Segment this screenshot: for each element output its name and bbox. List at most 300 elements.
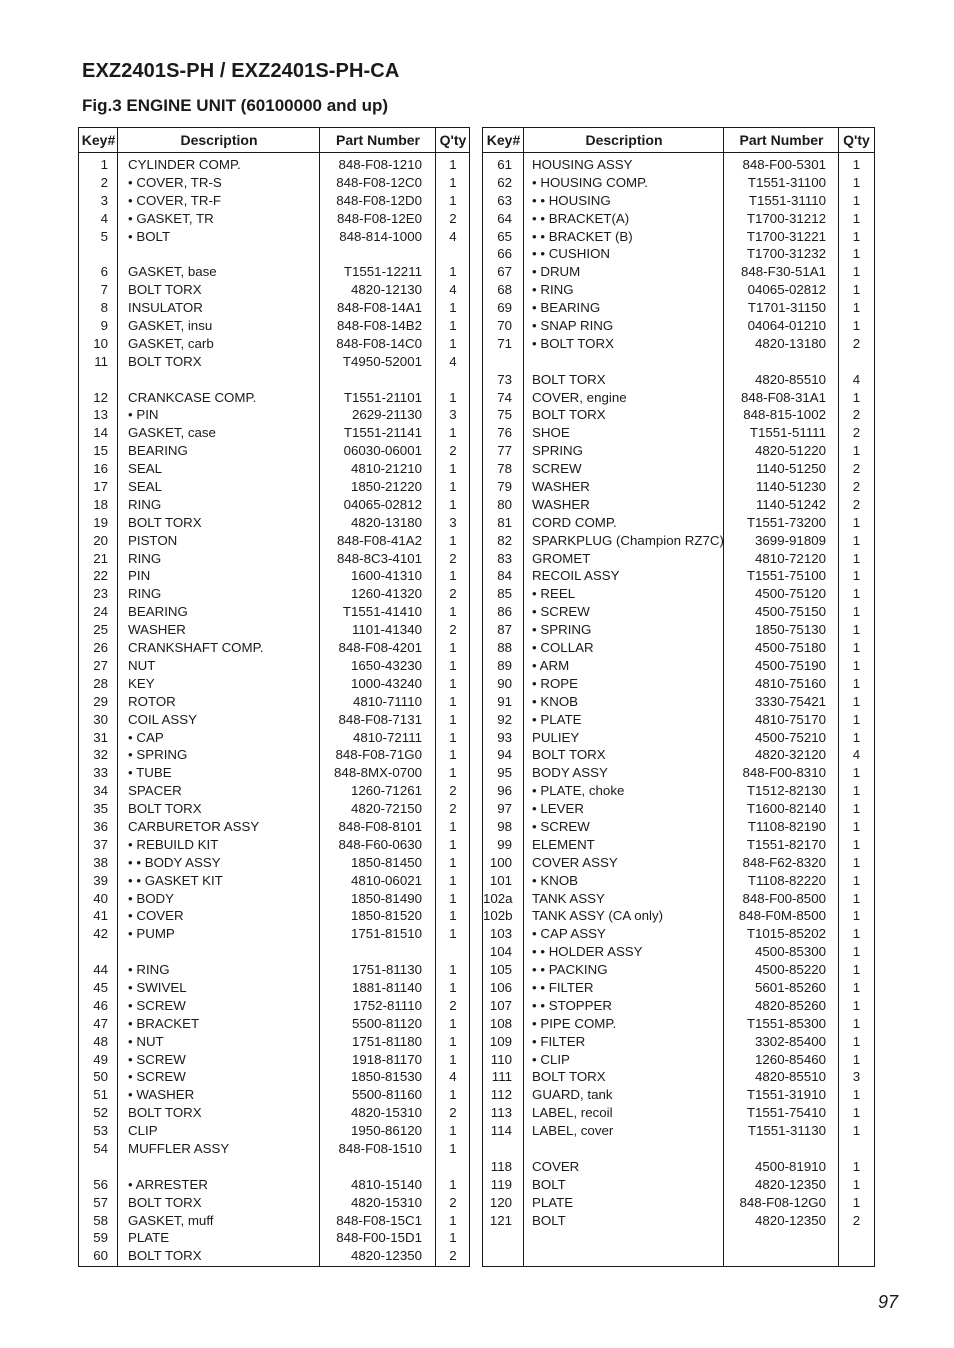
cell-part-number: 3302-85400	[755, 1033, 826, 1049]
cell-key: 51	[93, 1087, 108, 1103]
cell-description: • HOUSING COMP.	[532, 174, 648, 190]
cell-description: SEAL	[128, 461, 163, 477]
cell-qty: 1	[449, 818, 457, 834]
cell-qty: 2	[449, 586, 457, 602]
table-row	[483, 943, 874, 961]
cell-qty: 1	[852, 622, 861, 638]
cell-part-number: 1101-41340	[352, 622, 422, 638]
cell-part-number: T1551-75410	[746, 1105, 826, 1121]
cell-qty: 1	[852, 157, 861, 172]
table-row	[483, 1015, 874, 1033]
cell-description: • BODY	[128, 890, 175, 906]
table-row	[483, 1122, 874, 1140]
cell-key: 107	[489, 997, 512, 1013]
cell-description: GASKET, case	[128, 425, 216, 441]
cell-qty: 2	[852, 335, 861, 351]
cell-qty: 1	[852, 1015, 861, 1031]
table-row	[483, 979, 874, 997]
table-row	[483, 335, 874, 353]
cell-part-number: 3330-75421	[755, 693, 826, 709]
cell-description: GASKET, insu	[128, 318, 213, 334]
table-row	[79, 532, 469, 550]
cell-key: 42	[93, 926, 108, 942]
cell-key: 74	[497, 389, 512, 405]
cell-part-number: T1108-82190	[747, 818, 826, 834]
cell-description: LABEL, cover	[532, 1123, 614, 1139]
table-row	[483, 621, 874, 639]
cell-description: • • HOUSING	[532, 192, 611, 208]
cell-qty: 1	[449, 1176, 457, 1192]
cell-key: 73	[497, 371, 512, 387]
cell-qty: 1	[852, 318, 861, 334]
cell-qty: 1	[852, 282, 861, 298]
cell-key: 32	[93, 747, 108, 763]
cell-description: BOLT TORX	[128, 1248, 202, 1264]
cell-part-number: 848-F08-12G0	[739, 1194, 826, 1210]
cell-qty: 1	[449, 1033, 457, 1049]
cell-qty: 1	[852, 586, 861, 602]
cell-description: GASKET, muff	[128, 1212, 214, 1228]
table-row	[79, 424, 469, 442]
cell-part-number: 1850-81520	[351, 908, 422, 924]
cell-qty: 1	[852, 640, 861, 656]
cell-qty: 1	[449, 926, 457, 942]
cell-part-number: T1700-31212	[746, 210, 826, 226]
cell-part-number: 4810-71110	[352, 693, 422, 709]
cell-part-number: 848-F08-12D0	[336, 192, 422, 208]
table-row	[483, 603, 874, 621]
cell-qty: 1	[852, 1123, 861, 1139]
cell-qty: 3	[852, 1069, 861, 1085]
cell-qty: 1	[852, 1105, 861, 1121]
cell-qty: 1	[852, 514, 861, 530]
table-row	[483, 872, 874, 890]
table-row	[483, 299, 874, 317]
cell-key: 101	[489, 872, 512, 888]
cell-qty: 1	[852, 389, 861, 405]
cell-part-number: 848-F00-15D1	[336, 1230, 422, 1246]
cell-qty: 4	[449, 228, 457, 244]
cell-key: 114	[490, 1123, 512, 1139]
cell-key: 100	[489, 854, 512, 870]
table-row	[483, 585, 874, 603]
table-row	[483, 890, 874, 908]
cell-part-number: 1260-41320	[351, 586, 422, 602]
table-row	[483, 711, 874, 729]
cell-key: 1	[100, 157, 108, 172]
cell-part-number: 4810-75170	[755, 711, 826, 727]
table-row	[483, 460, 874, 478]
cell-part-number: 04065-02812	[747, 282, 826, 298]
cell-qty: 1	[852, 997, 861, 1013]
cell-key: 37	[93, 836, 108, 852]
cell-part-number: T1551-31910	[746, 1087, 826, 1103]
cell-qty: 2	[852, 407, 861, 423]
cell-qty: 1	[449, 157, 457, 172]
table-row	[79, 299, 469, 317]
cell-description: SHOE	[532, 425, 570, 441]
cell-qty: 1	[852, 890, 861, 906]
cell-key: 40	[93, 890, 108, 906]
table-row	[79, 514, 469, 532]
cell-part-number: 848-F08-12E0	[336, 210, 422, 226]
cell-key: 112	[490, 1087, 512, 1103]
cell-qty: 1	[852, 836, 861, 852]
table-row	[483, 1158, 874, 1176]
table-row	[483, 156, 874, 174]
cell-key: 57	[93, 1194, 108, 1210]
cell-description: • SPRING	[128, 747, 188, 763]
cell-description: PLATE	[128, 1230, 170, 1246]
cell-part-number: 848-F08-31A1	[740, 389, 826, 405]
cell-qty: 2	[852, 496, 861, 512]
cell-part-number: 848-F30-51A1	[740, 264, 826, 280]
table-row	[79, 550, 469, 568]
cell-qty: 1	[449, 300, 457, 316]
table-row	[483, 746, 874, 764]
table-row	[79, 1015, 469, 1033]
cell-key: 79	[497, 479, 512, 495]
cell-qty: 1	[449, 1140, 457, 1156]
cell-part-number: 1850-81490	[351, 890, 422, 906]
cell-part-number: 4810-21210	[351, 461, 422, 477]
cell-part-number: 848-8MX-0700	[334, 765, 422, 781]
table-row	[483, 174, 874, 192]
cell-key: 46	[93, 997, 108, 1013]
table-row	[483, 532, 874, 550]
cell-key: 98	[497, 818, 512, 834]
table-row	[79, 603, 469, 621]
cell-description: BEARING	[128, 443, 188, 459]
table-row	[483, 478, 874, 496]
cell-part-number: T1108-82220	[747, 872, 826, 888]
cell-key: 50	[93, 1069, 108, 1085]
cell-key: 89	[497, 657, 512, 673]
cell-part-number: 848-F08-15C1	[336, 1212, 422, 1228]
cell-key: 23	[93, 586, 108, 602]
cell-part-number: T1701-31150	[747, 300, 826, 316]
cell-key: 12	[93, 389, 108, 405]
cell-key: 30	[93, 711, 108, 727]
table-row	[79, 460, 469, 478]
cell-key: 66	[497, 246, 512, 262]
cell-qty: 1	[852, 532, 861, 548]
table-row	[79, 961, 469, 979]
cell-qty: 1	[852, 192, 861, 208]
cell-part-number: 4820-12350	[755, 1176, 826, 1192]
table-row	[483, 836, 874, 854]
cell-part-number: T1015-85202	[746, 926, 826, 942]
cell-qty: 2	[852, 425, 861, 441]
table-row	[483, 764, 874, 782]
cell-part-number: 4820-85510	[755, 1069, 826, 1085]
cell-qty: 2	[449, 1194, 457, 1210]
cell-part-number: 848-F0M-8500	[738, 908, 826, 924]
cell-qty: 1	[449, 890, 457, 906]
cell-description: • ARM	[532, 657, 570, 673]
cell-qty: 1	[449, 461, 457, 477]
cell-qty: 1	[852, 962, 861, 978]
cell-key: 94	[497, 747, 512, 763]
cell-key: 102b	[483, 908, 513, 924]
document-title: EXZ2401S-PH / EXZ2401S-PH-CA	[82, 60, 400, 82]
table-row	[79, 317, 469, 335]
cell-description: • • GASKET KIT	[128, 872, 223, 888]
cell-description: • BEARING	[532, 300, 601, 316]
table-row	[483, 567, 874, 585]
cell-description: TANK ASSY (CA only)	[532, 908, 664, 924]
cell-key: 3	[100, 192, 108, 208]
cell-description: • REEL	[532, 586, 576, 602]
cell-part-number: 4820-72150	[351, 801, 422, 817]
table-row	[79, 657, 469, 675]
header-key: Key#	[81, 132, 116, 148]
cell-description: SCREW	[532, 461, 582, 477]
table-row	[79, 442, 469, 460]
cell-key: 58	[93, 1212, 108, 1228]
cell-description: • COLLAR	[532, 640, 594, 656]
cell-key: 6	[100, 264, 108, 280]
cell-qty: 1	[852, 1158, 861, 1174]
header-description: Description	[585, 132, 663, 148]
table-row	[79, 389, 469, 407]
header-divider	[79, 152, 469, 153]
cell-description: • SCREW	[128, 1069, 186, 1085]
cell-part-number: 1140-51230	[756, 479, 826, 495]
cell-key: 24	[93, 604, 108, 620]
cell-description: WASHER	[128, 622, 186, 638]
cell-part-number: 1850-81450	[351, 854, 422, 870]
cell-qty: 2	[449, 783, 457, 799]
table-row	[79, 478, 469, 496]
table-row	[79, 371, 469, 389]
cell-qty: 1	[852, 1033, 861, 1049]
header-part-number: Part Number	[335, 132, 421, 148]
cell-part-number: 1260-85460	[755, 1051, 826, 1067]
table-row	[483, 800, 874, 818]
header-part-number: Part Number	[739, 132, 824, 148]
cell-key: 121	[489, 1212, 512, 1228]
cell-description: • PUMP	[128, 926, 175, 942]
cell-key: 33	[93, 765, 108, 781]
cell-part-number: 848-F62-8320	[742, 854, 826, 870]
cell-description: • WASHER	[128, 1087, 195, 1103]
table-row	[79, 675, 469, 693]
cell-key: 60	[93, 1248, 108, 1264]
table-row	[79, 907, 469, 925]
cell-part-number: T1551-31110	[748, 192, 826, 208]
table-row	[79, 567, 469, 585]
cell-part-number: 1140-51242	[756, 496, 826, 512]
cell-qty: 1	[852, 801, 861, 817]
cell-description: • ROPE	[532, 675, 579, 691]
cell-description: • FILTER	[532, 1033, 586, 1049]
cell-description: COVER ASSY	[532, 854, 618, 870]
cell-key: 108	[489, 1015, 512, 1031]
cell-key: 76	[497, 425, 512, 441]
table-row	[79, 1033, 469, 1051]
cell-key: 14	[93, 425, 108, 441]
cell-part-number: T1700-31221	[746, 228, 826, 244]
cell-qty: 1	[449, 389, 457, 405]
cell-qty: 1	[852, 944, 861, 960]
cell-part-number: 5500-81160	[352, 1087, 422, 1103]
cell-description: • RING	[532, 282, 574, 298]
cell-part-number: 848-F00-8500	[742, 890, 826, 906]
cell-description: RING	[128, 586, 162, 602]
cell-description: BODY ASSY	[532, 765, 608, 781]
cell-qty: 1	[852, 604, 861, 620]
cell-description: SPRING	[532, 443, 583, 459]
table-row	[79, 585, 469, 603]
table-row	[79, 800, 469, 818]
cell-key: 84	[497, 568, 512, 584]
table-row	[79, 693, 469, 711]
cell-description: • • BRACKET (B)	[532, 228, 633, 244]
cell-part-number: T1551-85300	[746, 1015, 826, 1031]
cell-part-number: 1752-81110	[352, 997, 422, 1013]
cell-description: NUT	[128, 657, 156, 673]
cell-qty: 1	[449, 962, 457, 978]
cell-key: 19	[93, 514, 108, 530]
cell-key: 68	[497, 282, 512, 298]
cell-qty: 1	[852, 1194, 861, 1210]
cell-part-number: 848-F08-14A1	[336, 300, 422, 316]
cell-key: 25	[93, 622, 108, 638]
cell-part-number: 848-F00-5301	[742, 157, 826, 172]
table-row	[483, 424, 874, 442]
cell-key: 113	[490, 1105, 512, 1121]
header-key: Key#	[486, 132, 521, 148]
table-row	[79, 943, 469, 961]
cell-description: GASKET, carb	[128, 335, 214, 351]
cell-part-number: 4820-15310	[351, 1105, 422, 1121]
cell-part-number: 1950-86120	[351, 1123, 422, 1139]
cell-description: BOLT TORX	[532, 407, 606, 423]
cell-key: 56	[93, 1176, 108, 1192]
cell-key: 44	[93, 962, 108, 978]
cell-part-number: 4820-12350	[351, 1248, 422, 1264]
cell-qty: 1	[449, 854, 457, 870]
cell-description: • SCREW	[128, 997, 186, 1013]
cell-key: 2	[100, 174, 108, 190]
cell-key: 118	[490, 1158, 512, 1174]
cell-part-number: 4820-12130	[351, 282, 422, 298]
cell-key: 83	[497, 550, 512, 566]
cell-qty: 1	[449, 693, 457, 709]
table-row	[79, 1068, 469, 1086]
cell-part-number: 848-F08-1210	[338, 157, 422, 172]
table-row	[483, 192, 874, 210]
cell-description: • BOLT TORX	[532, 335, 615, 351]
cell-description: TANK ASSY	[532, 890, 605, 906]
table-row	[79, 1229, 469, 1247]
cell-key: 54	[93, 1140, 108, 1156]
cell-qty: 2	[449, 210, 457, 226]
cell-part-number: 4820-32120	[755, 747, 826, 763]
cell-key: 41	[93, 908, 108, 924]
table-row	[483, 514, 874, 532]
cell-part-number: 4810-72120	[755, 550, 826, 566]
cell-description: • DRUM	[532, 264, 581, 280]
table-row	[79, 1086, 469, 1104]
cell-part-number: 4500-81910	[755, 1158, 826, 1174]
cell-part-number: 1751-81130	[352, 962, 422, 978]
cell-description: • REBUILD KIT	[128, 836, 219, 852]
cell-qty: 1	[449, 729, 457, 745]
cell-qty: 1	[449, 1051, 457, 1067]
cell-key: 106	[489, 979, 512, 995]
table-row	[79, 746, 469, 764]
table-row	[483, 729, 874, 747]
cell-description: SPACER	[128, 783, 182, 799]
table-row	[79, 1122, 469, 1140]
cell-part-number: 4500-75150	[755, 604, 826, 620]
cell-qty: 1	[852, 246, 861, 262]
cell-part-number: 848-F08-71G0	[335, 747, 422, 763]
table-row	[483, 1104, 874, 1122]
table-row	[79, 836, 469, 854]
cell-description: • PLATE	[532, 711, 582, 727]
cell-key: 77	[497, 443, 512, 459]
table-row	[483, 263, 874, 281]
cell-description: • ARRESTER	[128, 1176, 209, 1192]
cell-key: 52	[93, 1105, 108, 1121]
cell-key: 86	[497, 604, 512, 620]
cell-qty: 1	[449, 979, 457, 995]
cell-description: • • FILTER	[532, 979, 594, 995]
table-row	[483, 1194, 874, 1212]
cell-description: COIL ASSY	[128, 711, 197, 727]
table-row	[483, 245, 874, 263]
parts-table-left	[78, 127, 470, 1267]
cell-key: 63	[497, 192, 512, 208]
cell-key: 96	[497, 783, 512, 799]
cell-key: 34	[93, 783, 108, 799]
cell-qty: 1	[852, 926, 861, 942]
cell-description: • • CUSHION	[532, 246, 611, 262]
cell-part-number: 4820-51220	[755, 443, 826, 459]
table-row	[79, 192, 469, 210]
cell-key: 120	[489, 1194, 512, 1210]
cell-part-number: T1551-31100	[747, 174, 826, 190]
cell-part-number: 848-F00-8310	[742, 765, 826, 781]
cell-part-number: 04065-02812	[343, 496, 422, 512]
parts-table-right	[482, 127, 875, 1267]
cell-key: 88	[497, 640, 512, 656]
cell-qty: 1	[449, 657, 457, 673]
cell-key: 31	[93, 729, 108, 745]
cell-qty: 1	[852, 854, 861, 870]
cell-qty: 1	[852, 729, 861, 745]
cell-description: GUARD, tank	[532, 1087, 613, 1103]
cell-description: • CAP ASSY	[532, 926, 606, 942]
cell-description: MUFFLER ASSY	[128, 1140, 230, 1156]
table-row	[483, 1033, 874, 1051]
cell-qty: 1	[852, 300, 861, 316]
cell-description: • BOLT	[128, 228, 171, 244]
cell-part-number: 1850-75130	[755, 622, 826, 638]
cell-description: PULIEY	[532, 729, 580, 745]
cell-description: • KNOB	[532, 693, 579, 709]
cell-key: 21	[93, 550, 108, 566]
cell-qty: 1	[449, 335, 457, 351]
cell-key: 28	[93, 675, 108, 691]
cell-description: CYLINDER COMP.	[128, 157, 241, 172]
table-row	[79, 854, 469, 872]
cell-description: • • STOPPER	[532, 997, 613, 1013]
cell-description: GASKET, base	[128, 264, 217, 280]
